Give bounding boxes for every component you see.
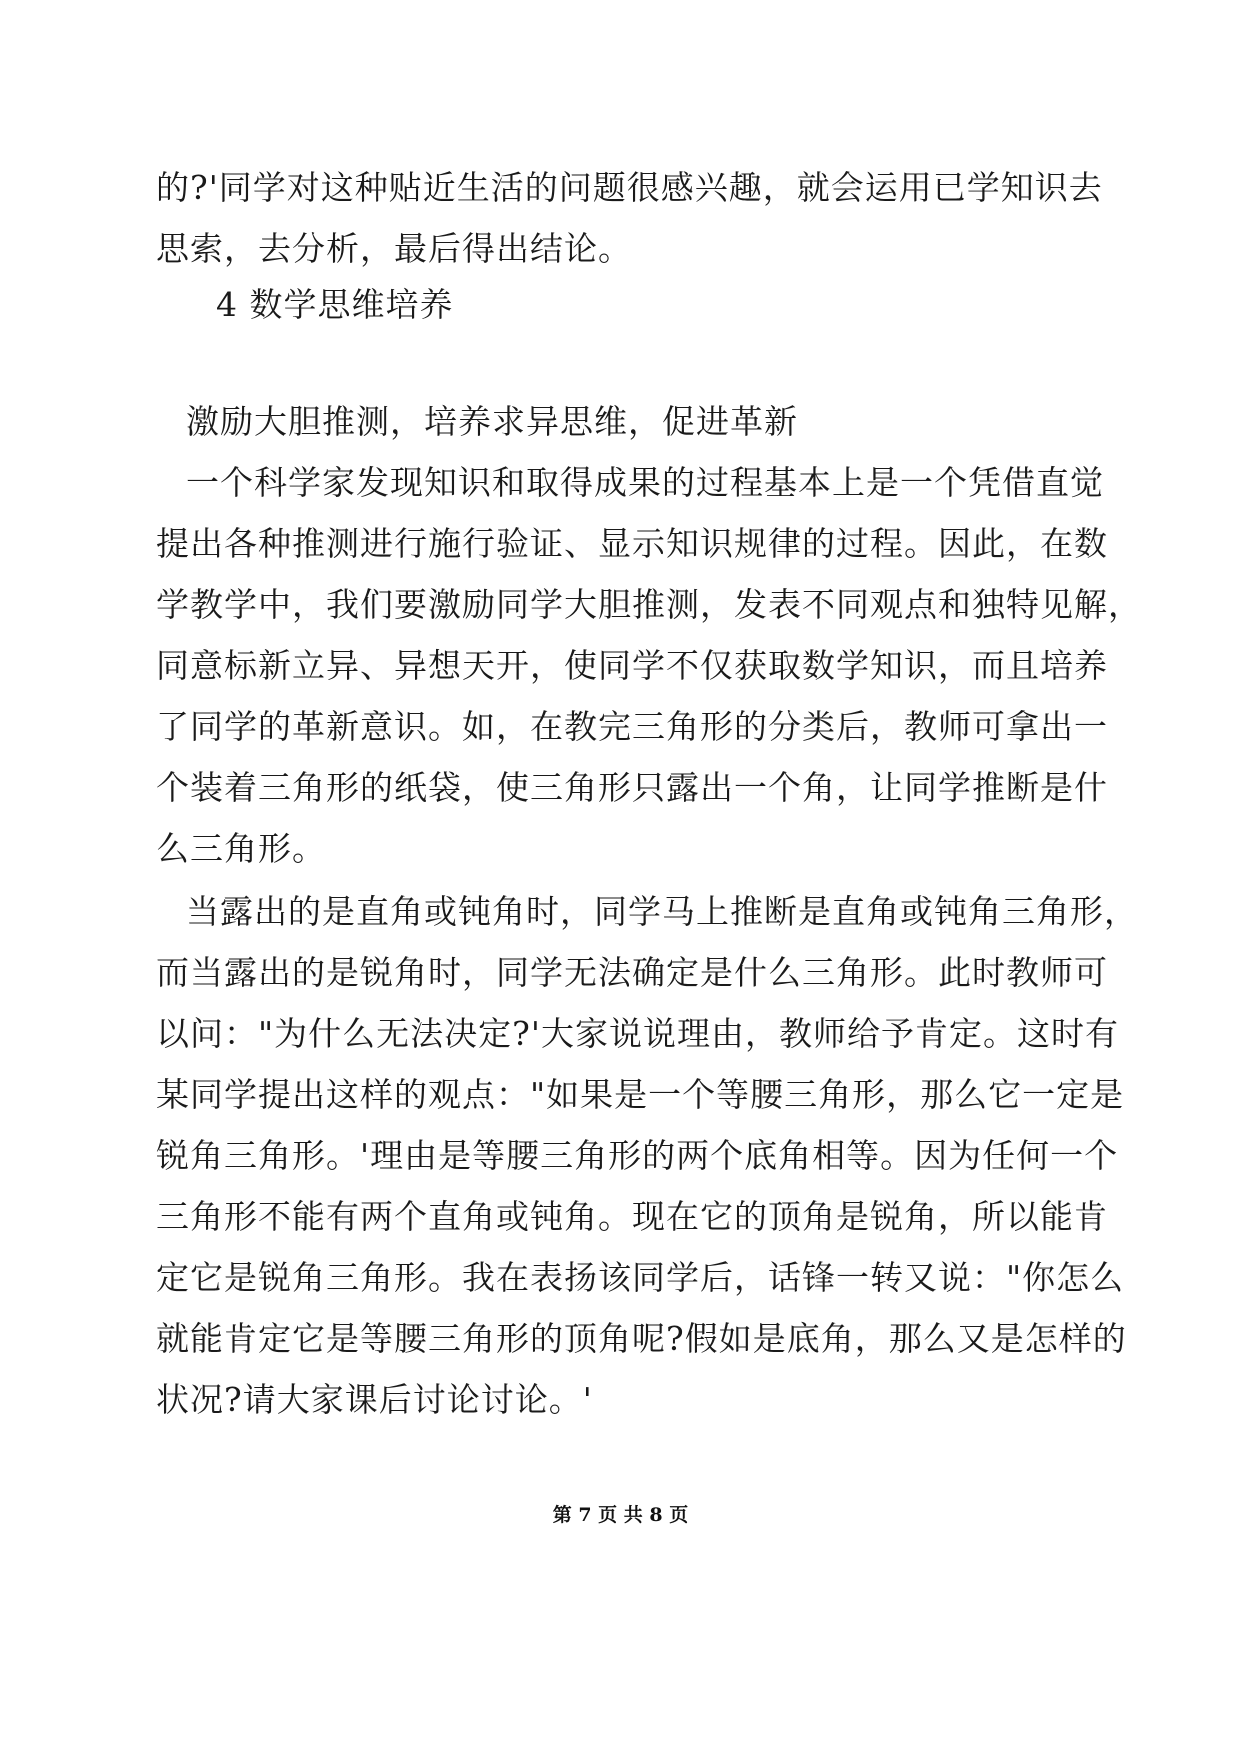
section-heading: 4 数学思维培养	[216, 285, 454, 324]
body-text-line: 某同学提出这样的观点："如果是一个等腰三角形，那么它一定是	[156, 1075, 1125, 1114]
page-number-footer: 第 7 页 共 8 页	[552, 1504, 689, 1526]
subsection-heading: 激励大胆推测，培养求异思维，促进革新	[186, 402, 798, 441]
body-text-line: 个装着三角形的纸袋，使三角形只露出一个角，让同学推断是什	[156, 768, 1108, 807]
body-text-line: 就能肯定它是等腰三角形的顶角呢?假如是底角，那么又是怎样的	[156, 1319, 1127, 1358]
body-text-line: 学教学中，我们要激励同学大胆推测，发表不同观点和独特见解，	[156, 585, 1142, 624]
body-text-line: 提出各种推测进行施行验证、显示知识规律的过程。因此，在数	[156, 524, 1108, 563]
body-text-line: 以问："为什么无法决定?'大家说说理由，教师给予肯定。这时有	[156, 1014, 1119, 1053]
body-text-line: 么三角形。	[156, 829, 326, 868]
body-text-line: 三角形不能有两个直角或钝角。现在它的顶角是锐角，所以能肯	[156, 1197, 1108, 1236]
body-text-line: 一个科学家发现知识和取得成果的过程基本上是一个凭借直觉	[186, 463, 1104, 502]
body-text-line: 状况?请大家课后讨论讨论。'	[156, 1380, 593, 1419]
body-text-line: 了同学的革新意识。如，在教完三角形的分类后，教师可拿出一	[156, 707, 1108, 746]
body-text-line: 的?'同学对这种贴近生活的问题很感兴趣，就会运用已学知识去	[156, 168, 1103, 207]
body-text-line: 而当露出的是锐角时，同学无法确定是什么三角形。此时教师可	[156, 953, 1108, 992]
body-text-line: 当露出的是直角或钝角时，同学马上推断是直角或钝角三角形，	[186, 892, 1138, 931]
body-text-line: 定它是锐角三角形。我在表扬该同学后，话锋一转又说："你怎么	[156, 1258, 1125, 1297]
body-text-line: 同意标新立异、异想天开，使同学不仅获取数学知识，而且培养	[156, 646, 1108, 685]
body-text-line: 思索，去分析，最后得出结论。	[156, 229, 632, 268]
body-text-line: 锐角三角形。'理由是等腰三角形的两个底角相等。因为任何一个	[156, 1136, 1119, 1175]
